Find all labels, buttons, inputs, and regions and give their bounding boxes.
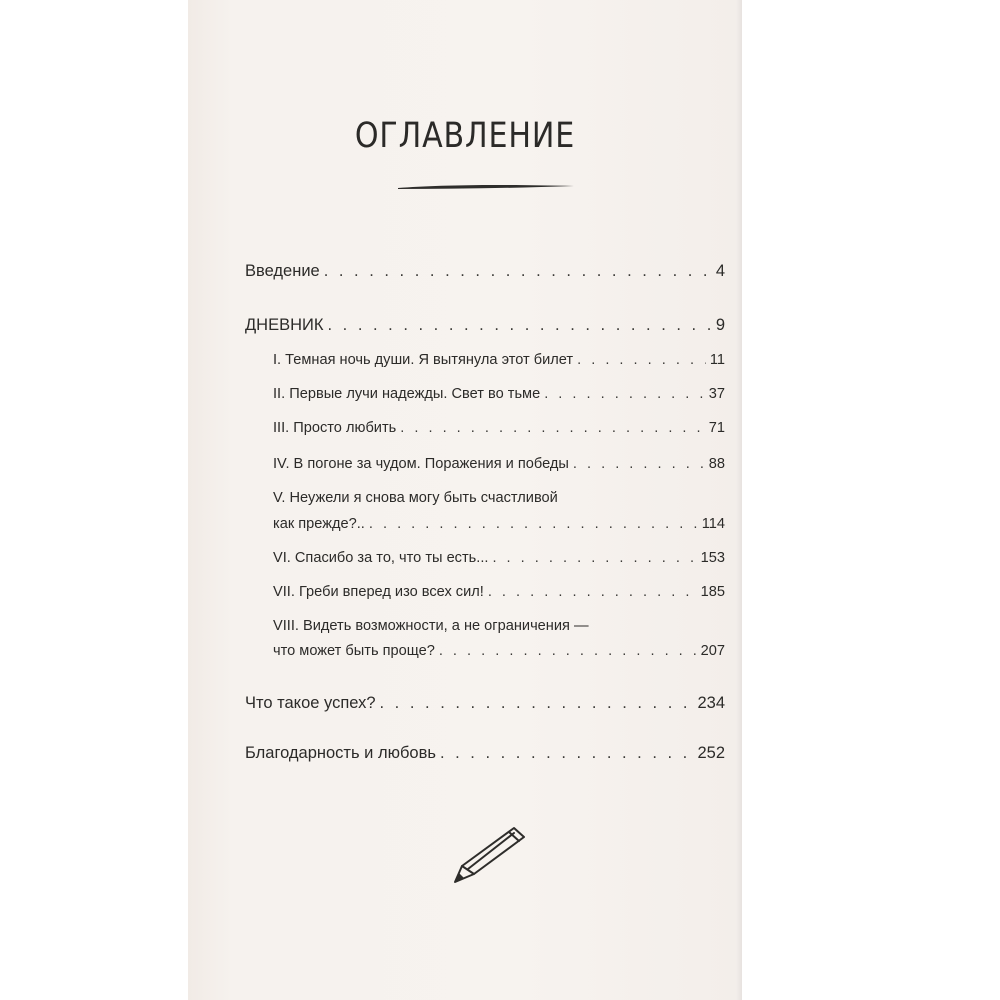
leader-dots (577, 352, 706, 368)
leader-dots (488, 584, 697, 600)
toc-entry-chapter-4[interactable] (273, 456, 725, 472)
toc-entry-chapter-8-line1: VIII. Видеть возможности, а не ограничения — (273, 618, 589, 634)
toc-entry-page: 9 (715, 316, 725, 334)
leader-dots (439, 643, 697, 659)
leader-dots (328, 316, 712, 335)
toc-entry-label: VI. Спасибо за то, что ты есть... (273, 550, 489, 566)
toc-entry-gratitude[interactable] (245, 744, 725, 763)
toc-entry-chapter-8[interactable] (273, 643, 725, 659)
toc-entry-label: ДНЕВНИК (245, 316, 324, 334)
toc-entry-chapter-2[interactable] (273, 386, 725, 402)
toc-entry-chapter-7[interactable] (273, 584, 725, 600)
leader-dots (544, 386, 705, 402)
toc-entry-chapter-5-line1: V. Неужели я снова могу быть счастливой (273, 490, 558, 506)
toc-entry-label: Что такое успех? (245, 694, 376, 712)
leader-dots (369, 516, 698, 532)
leader-dots (573, 456, 705, 472)
toc-entry-chapter-6[interactable] (273, 550, 725, 566)
toc-entry-success[interactable] (245, 694, 725, 713)
pencil-icon (448, 822, 528, 886)
toc-entry-label: что может быть проще? (273, 643, 435, 659)
toc-entry-page: 114 (701, 516, 725, 532)
toc-entry-page: 71 (708, 420, 725, 436)
toc-entry-introduction[interactable] (245, 262, 725, 281)
leader-dots (380, 694, 694, 713)
toc-entry-label: VII. Греби вперед изо всех сил! (273, 584, 484, 600)
toc-entry-chapter-1[interactable] (273, 352, 725, 368)
toc-entry-label: Введение (245, 262, 320, 280)
toc-entry-page: 153 (700, 550, 725, 566)
toc-entry-page: 252 (697, 744, 725, 762)
page-title: ОГЛАВЛЕНИЕ (354, 116, 576, 156)
book-page (188, 0, 742, 1000)
toc-entry-chapter-3[interactable] (273, 420, 725, 436)
toc-entry-page: 185 (700, 584, 725, 600)
toc-entry-label: Благодарность и любовь (245, 744, 436, 762)
toc-entry-label: II. Первые лучи надежды. Свет во тьме (273, 386, 541, 402)
toc-entry-label: как прежде?.. (273, 516, 365, 532)
toc-entry-chapter-5[interactable] (273, 516, 725, 532)
toc-entry-page: 4 (715, 262, 725, 280)
leader-dots (324, 262, 712, 281)
toc-entry-label: IV. В погоне за чудом. Поражения и победы (273, 456, 569, 472)
toc-entry-page: 207 (700, 643, 725, 659)
toc-entry-label: I. Темная ночь души. Я вытянула этот билет (273, 352, 574, 368)
toc-entry-page: 234 (697, 694, 725, 712)
leader-dots (492, 550, 696, 566)
leader-dots (400, 420, 705, 436)
toc-entry-page: 11 (709, 352, 725, 368)
leader-dots (440, 744, 694, 763)
toc-entry-page: 88 (708, 456, 725, 472)
toc-entry-label: III. Просто любить (273, 420, 397, 436)
toc-entry-page: 37 (708, 386, 725, 402)
toc-entry-diary[interactable] (245, 316, 725, 335)
